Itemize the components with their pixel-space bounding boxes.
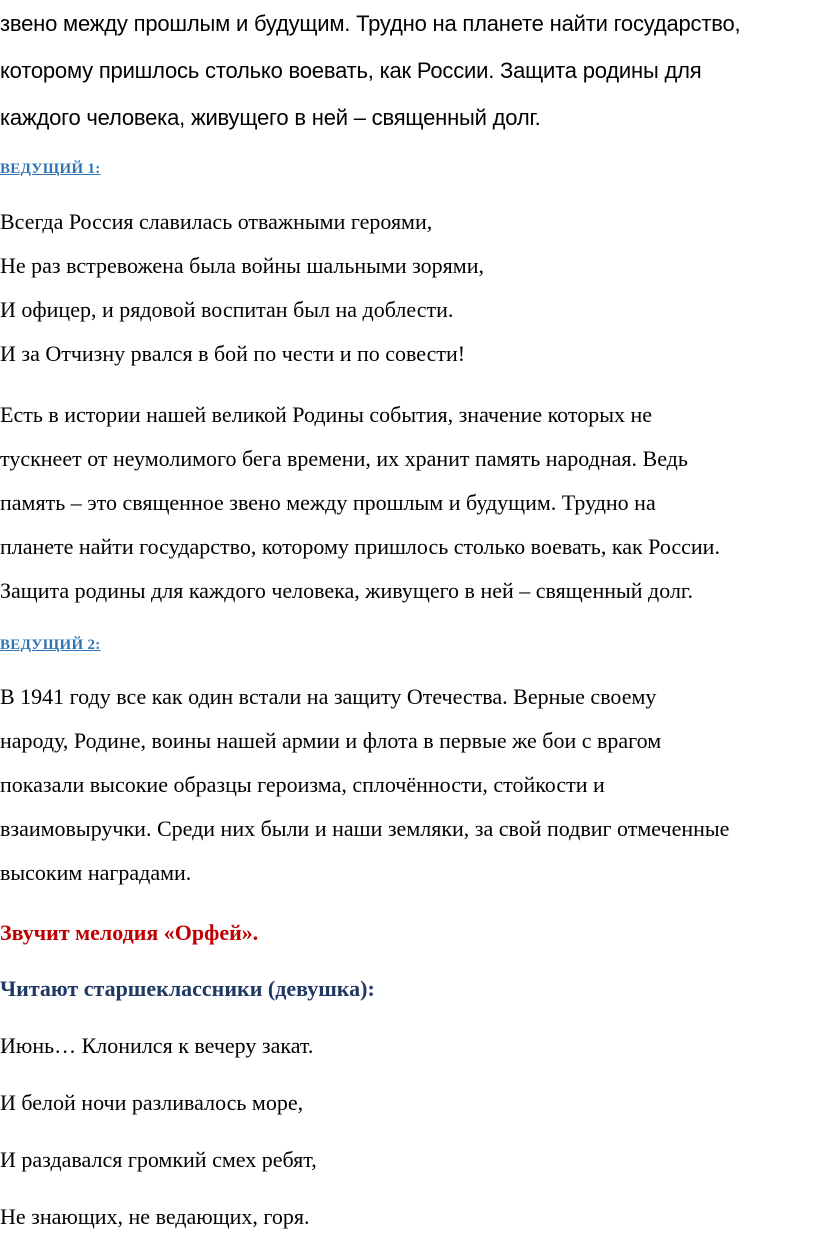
host1-label: ВЕДУЩИЙ 1: [0, 161, 101, 177]
paragraph-line: планете найти государство, которому пришлось столько воевать, как России. [0, 534, 720, 559]
verse-line: И белой ночи разливалось море, [0, 1090, 304, 1115]
paragraph-line: В 1941 году все как один встали на защиту Отечества. Верные своему [0, 684, 657, 709]
verse-line: Не раз встревожена была войны шальными зорями, [0, 253, 484, 278]
stage-direction-readers: Читают старшеклассники (девушка): [0, 976, 375, 1001]
intro-line: которому пришлось столько воевать, как России. Защита родины для [0, 58, 702, 83]
stage-direction-music: Звучит мелодия «Орфей». [0, 920, 259, 945]
intro-paragraph [0, 0, 816, 141]
intro-line: каждого человека, живущего в ней – священный долг. [0, 105, 541, 130]
paragraph-line: Защита родины для каждого человека, живущего в ней – священный долг. [0, 578, 693, 603]
paragraph-2 [0, 675, 816, 895]
paragraph-line: тускнеет от неумолимого бега времени, их хранит память народная. Ведь [0, 446, 688, 471]
paragraph-1 [0, 393, 816, 613]
paragraph-line: показали высокие образцы героизма, сплочённости, стойкости и [0, 772, 605, 797]
verse-line: Июнь… Клонился к вечеру закат. [0, 1033, 314, 1058]
verse-line: Всегда Россия славилась отважными героями, [0, 209, 433, 234]
paragraph-line: высоким наградами. [0, 860, 192, 885]
verse-1 [0, 200, 816, 376]
intro-line: звено между прошлым и будущим. Трудно на планете найти государство, [0, 11, 741, 36]
paragraph-line: взаимовыручки. Среди них были и наши земляки, за свой подвиг отмеченные [0, 816, 730, 841]
verse-line: И за Отчизну рвался в бой по чести и по совести! [0, 341, 466, 366]
verse-line: И раздавался громкий смех ребят, [0, 1147, 317, 1172]
paragraph-line: Есть в истории нашей великой Родины события, значение которых не [0, 402, 653, 427]
verse-line: И офицер, и рядовой воспитан был на доблести. [0, 297, 454, 322]
paragraph-line: память – это священное звено между прошлым и будущим. Трудно на [0, 490, 656, 515]
verse-line: Не знающих, не ведающих, горя. [0, 1204, 310, 1229]
host2-label: ВЕДУЩИЙ 2: [0, 637, 101, 653]
paragraph-line: народу, Родине, воины нашей армии и флота в первые же бои с врагом [0, 728, 662, 753]
